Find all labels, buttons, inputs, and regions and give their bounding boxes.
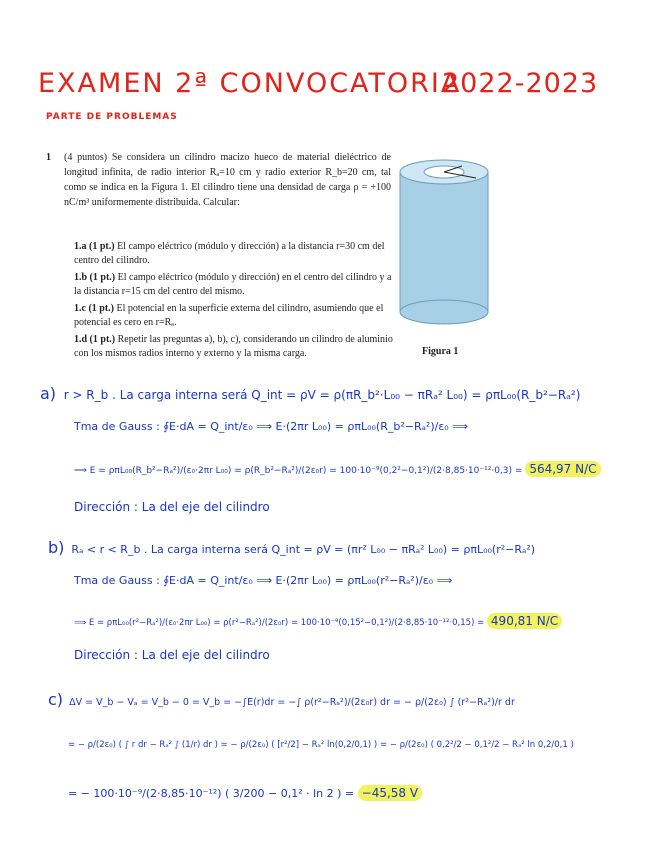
solution-a-line3: ⟹ E = ρπL₀₀(R_b²−Rₐ²)/(ε₀·2πr L₀₀) = ρ(R_b²−Rₐ²)/(2ε₀r) = 100·10⁻⁹(0,2²−0,1²)/(2·8,85·10⁻¹²·0,3) = 564,97 N/C <box>74 462 601 476</box>
part-text: Repetir las preguntas a), b), c), considerando un cilindro de aluminio con los mismos radios interno y externo y la misma carga. <box>74 334 393 359</box>
part-item <box>74 240 394 268</box>
part-text: El campo eléctrico (módulo y dirección) a la distancia r=30 cm del centro del cilindro. <box>74 241 385 266</box>
solution-c-line2: = − ρ/(2ε₀) ( ∫ r dr − Rₐ² ∫ (1/r) dr ) = − ρ/(2ε₀) ( [r²/2] − Rₐ² ln(0,2/0,1) ) = − ρ/(2ε₀) ( 0,2²/2 − 0,1²/2 − Rₐ² ln 0,2/0,1 ) <box>68 740 574 750</box>
solution-b-result: 490,81 N/C <box>487 613 562 629</box>
part-item <box>74 302 394 330</box>
part-item <box>74 271 394 299</box>
solution-a-result: 564,97 N/C <box>525 461 600 477</box>
problem-statement <box>46 150 391 210</box>
solution-a-direction: Dirección : La del eje del cilindro <box>74 500 270 514</box>
solution-b-line3: ⟹ E = ρπL₀₀(r²−Rₐ²)/(ε₀·2πr L₀₀) = ρ(r²−Rₐ²)/(2ε₀r) = 100·10⁻⁹(0,15²−0,1²)/(2·8,85·10⁻¹²·0,15) = 490,81 N/C <box>74 614 562 628</box>
solution-c-line1: c) ΔV = V_b − Vₐ = V_b − 0 = V_b = −∫E(r)dr = −∫ ρ(r²−Rₐ²)/(2ε₀r) dr = − ρ/(2ε₀) ∫ (r²−Rₐ²)/r dr <box>48 690 515 709</box>
solution-b-label: b) <box>48 538 65 557</box>
problem-number: 1 <box>46 152 51 163</box>
solution-a-line1: a) r > R_b . La carga interna será Q_int = ρV = ρ(πR_b²·L₀₀ − πRₐ² L₀₀) = ρπL₀₀(R_b²−Rₐ²) <box>40 384 581 403</box>
solution-c-line3: = − 100·10⁻⁹/(2·8,85·10⁻¹²) ( 3/200 − 0,1² · ln 2 ) = −45,58 V <box>68 786 422 800</box>
part-label: 1.c (1 pt.) <box>74 303 114 314</box>
section-subtitle: PARTE DE PROBLEMAS <box>46 112 178 122</box>
solution-b-line1: b) Rₐ < r < R_b . La carga interna será Q_int = ρV = (πr² L₀₀ − πRₐ² L₀₀) = ρπL₀₀(r²−Rₐ²) <box>48 538 536 557</box>
problem-text: (4 puntos) Se considera un cilindro macizo hueco de material dieléctrico de longitud infinita, de radio interior Rₐ=10 cm y radio exterior R_b=20 cm, tal como se indica en la Figura 1. El cilindro tiene una densidad de carga ρ = +100 nC/m³ uniformemente distribuida. Calcular: <box>64 152 391 208</box>
problem-parts <box>74 240 394 364</box>
solution-c-label: c) <box>48 690 64 709</box>
exam-title: EXAMEN 2ª CONVOCATORIA <box>38 68 462 99</box>
solution-c-result: −45,58 V <box>358 785 422 801</box>
part-label: 1.b (1 pt.) <box>74 272 116 283</box>
solution-a-line2: Tma de Gauss : ∮E·dA = Q_int/ε₀ ⟹ E·(2πr L₀₀) = ρπL₀₀(R_b²−Rₐ²)/ε₀ ⟹ <box>74 420 468 433</box>
part-text: El potencial en la superficie externa del cilindro, asumiendo que el potencial es cero en r=Rₐ. <box>74 303 384 328</box>
part-label: 1.d (1 pt.) <box>74 334 116 345</box>
figure-caption: Figura 1 <box>422 346 459 357</box>
exam-year: 2022-2023 <box>442 68 599 99</box>
solution-b-direction: Dirección : La del eje del cilindro <box>74 648 270 662</box>
part-text: El campo eléctrico (módulo y dirección) en el centro del cilindro y a la distancia r=15 cm del centro del mismo. <box>74 272 392 297</box>
part-item <box>74 333 394 361</box>
part-label: 1.a (1 pt.) <box>74 241 115 252</box>
solution-b-line2: Tma de Gauss : ∮E·dA = Q_int/ε₀ ⟹ E·(2πr L₀₀) = ρπL₀₀(r²−Rₐ²)/ε₀ ⟹ <box>74 574 453 587</box>
cylinder-figure <box>396 158 492 326</box>
solution-a-label: a) <box>40 384 57 403</box>
